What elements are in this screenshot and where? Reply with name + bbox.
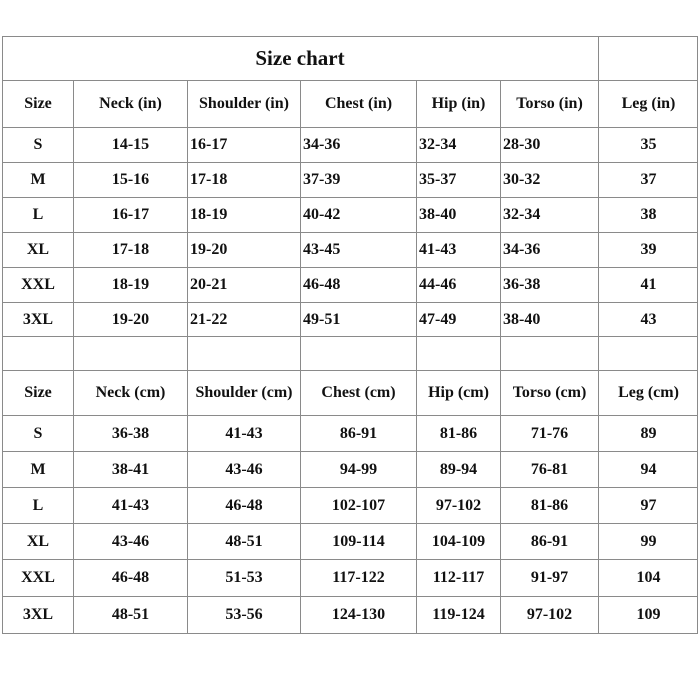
cm-table-cell: 76-81 bbox=[530, 460, 569, 478]
cm-table-cell: 48-51 bbox=[111, 606, 150, 623]
inch-table-cell: 32-34 bbox=[503, 206, 541, 223]
cm-table-cell: 109-114 bbox=[332, 532, 385, 550]
cm-table-cell: 99 bbox=[640, 532, 657, 550]
cm-table-cell: 36-38 bbox=[111, 424, 150, 442]
inch-table-cell: 36-38 bbox=[503, 276, 541, 293]
inch-table-cell: 39 bbox=[640, 241, 657, 258]
cm-table-cell: 97-102 bbox=[435, 496, 482, 514]
inch-table-cell: S bbox=[33, 136, 43, 153]
cm-table-cell: 38-41 bbox=[111, 460, 150, 478]
inch-table-cell: 41 bbox=[640, 276, 657, 293]
row-divider bbox=[2, 633, 698, 634]
cm-table-cell: 41-43 bbox=[225, 424, 263, 442]
inch-header-cell: Neck (in) bbox=[99, 95, 162, 112]
cm-header-cell: Leg (cm) bbox=[618, 384, 679, 401]
inch-table-cell: 35-37 bbox=[419, 171, 457, 188]
inch-table-cell: 21-22 bbox=[190, 310, 228, 328]
cm-table-cell: 119-124 bbox=[432, 606, 485, 623]
cm-table-cell: 104-109 bbox=[431, 532, 486, 550]
cm-table-cell: 91-97 bbox=[530, 569, 569, 586]
inch-table-cell: 17-18 bbox=[190, 171, 228, 188]
cm-table-cell: 112-117 bbox=[432, 569, 485, 586]
cm-table-cell: M bbox=[30, 460, 46, 478]
size-chart-table bbox=[2, 36, 698, 633]
inch-table-cell: 20-21 bbox=[190, 276, 228, 293]
inch-table-cell: 30-32 bbox=[503, 171, 541, 188]
inch-table-cell: 44-46 bbox=[419, 276, 457, 293]
cm-table-cell: 51-53 bbox=[225, 569, 263, 586]
cm-header-cell: Hip (cm) bbox=[428, 384, 489, 401]
inch-table-cell: 16-17 bbox=[111, 206, 150, 223]
inch-table-cell: 43-45 bbox=[303, 241, 341, 258]
cm-header-cell: Torso (cm) bbox=[512, 384, 587, 401]
inch-table-cell: 38-40 bbox=[419, 206, 457, 223]
inch-table-cell: 19-20 bbox=[190, 241, 228, 258]
cm-table-cell: 81-86 bbox=[530, 496, 569, 514]
inch-table-cell: 34-36 bbox=[303, 136, 341, 153]
inch-table-cell: 34-36 bbox=[503, 241, 541, 258]
cm-table-cell: 43-46 bbox=[111, 532, 150, 550]
inch-table-cell: 35 bbox=[640, 136, 657, 153]
cm-table-cell: 46-48 bbox=[225, 496, 263, 514]
inch-table-cell: M bbox=[30, 171, 46, 188]
inch-table-cell: 18-19 bbox=[190, 206, 228, 223]
inch-table-cell: 37-39 bbox=[303, 171, 341, 188]
cm-header-cell: Size bbox=[24, 384, 52, 401]
inch-table-cell: XL bbox=[26, 241, 50, 258]
cm-table-cell: S bbox=[33, 424, 43, 442]
inch-table-cell: 40-42 bbox=[303, 206, 341, 223]
inch-table-cell: 38 bbox=[640, 206, 657, 223]
cm-table-cell: 46-48 bbox=[111, 569, 150, 586]
inch-table-cell: 14-15 bbox=[111, 136, 150, 153]
cm-table-cell: 89-94 bbox=[439, 460, 478, 478]
cm-table-cell: 94 bbox=[640, 460, 657, 478]
chart-title: Size chart bbox=[255, 45, 345, 70]
inch-table-cell: L bbox=[32, 206, 44, 223]
inch-table-cell: 18-19 bbox=[111, 276, 150, 293]
inch-table-cell: 41-43 bbox=[419, 241, 457, 258]
inch-table-cell: 19-20 bbox=[111, 310, 150, 328]
inch-header-cell: Shoulder (in) bbox=[199, 95, 289, 112]
table-border-top bbox=[2, 36, 698, 37]
cm-table-cell: L bbox=[32, 496, 44, 514]
inch-table-cell: 28-30 bbox=[503, 136, 541, 153]
cm-table-cell: XL bbox=[26, 532, 50, 550]
inch-table-cell: 15-16 bbox=[111, 171, 150, 188]
cm-table-cell: 124-130 bbox=[331, 606, 386, 623]
inch-table-cell: 37 bbox=[640, 171, 657, 188]
cm-header-cell: Chest (cm) bbox=[321, 384, 396, 401]
cm-header-cell: Neck (cm) bbox=[95, 384, 166, 401]
cm-table-cell: 97-102 bbox=[526, 606, 573, 623]
cm-header-cell: Shoulder (cm) bbox=[195, 384, 293, 401]
cm-table-cell: 43-46 bbox=[225, 460, 263, 478]
inch-header-cell: Hip (in) bbox=[431, 95, 486, 112]
inch-header-cell: Chest (in) bbox=[324, 95, 393, 112]
cm-table-cell: 102-107 bbox=[331, 496, 386, 514]
cm-table-cell: 104 bbox=[636, 569, 661, 586]
cm-table-cell: 86-91 bbox=[530, 532, 569, 550]
cm-table-cell: 81-86 bbox=[439, 424, 478, 442]
inch-table-cell: XXL bbox=[21, 276, 55, 293]
cm-table-cell: XXL bbox=[21, 569, 55, 586]
cm-table-cell: 53-56 bbox=[225, 606, 263, 623]
inch-table-cell: 16-17 bbox=[190, 136, 228, 153]
inch-table-cell: 3XL bbox=[22, 310, 54, 328]
row-divider bbox=[2, 336, 698, 337]
cm-table-cell: 94-99 bbox=[339, 460, 378, 478]
inch-table-cell: 32-34 bbox=[419, 136, 457, 153]
cm-table-cell: 117-122 bbox=[332, 569, 385, 586]
cm-table-cell: 97 bbox=[640, 496, 657, 514]
inch-table-cell: 17-18 bbox=[111, 241, 150, 258]
inch-header-cell: Leg (in) bbox=[621, 95, 676, 112]
inch-table-cell: 49-51 bbox=[303, 310, 341, 328]
inch-table-cell: 46-48 bbox=[303, 276, 341, 293]
cm-table-cell: 41-43 bbox=[111, 496, 150, 514]
cm-table-cell: 109 bbox=[636, 606, 661, 623]
cm-table-cell: 86-91 bbox=[339, 424, 378, 442]
cm-table-cell: 48-51 bbox=[225, 532, 263, 550]
inch-header-cell: Size bbox=[24, 95, 52, 112]
inch-table-cell: 47-49 bbox=[419, 310, 457, 328]
inch-header-cell: Torso (in) bbox=[516, 95, 583, 112]
cm-table-cell: 89 bbox=[640, 424, 657, 442]
inch-table-cell: 38-40 bbox=[503, 310, 541, 328]
cm-table-cell: 3XL bbox=[22, 606, 54, 623]
cm-table-cell: 71-76 bbox=[530, 424, 569, 442]
inch-table-cell: 43 bbox=[640, 310, 657, 328]
